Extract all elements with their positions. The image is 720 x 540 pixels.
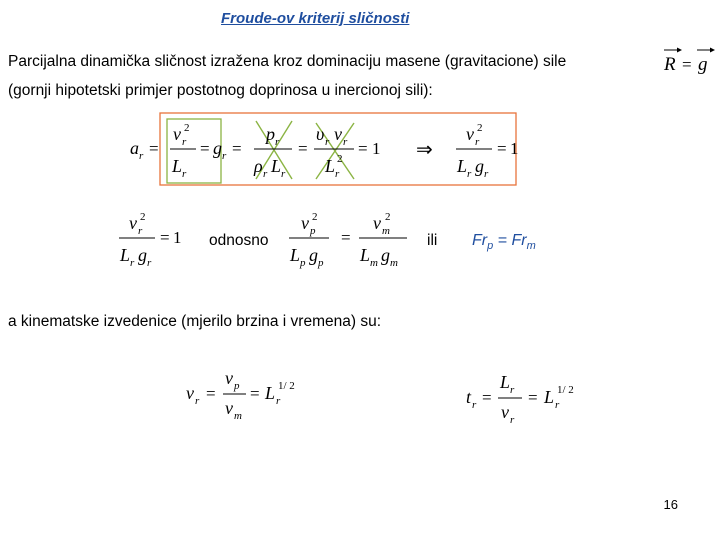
force-eq: = xyxy=(682,55,692,74)
svg-text:2: 2 xyxy=(477,122,483,134)
svg-text:r: r xyxy=(130,257,135,269)
kinematic-intro: a kinematske izvedenice (mjerilo brzina i vremena) su: xyxy=(8,313,382,330)
svg-text:L: L xyxy=(500,372,511,392)
svg-text:L: L xyxy=(360,245,371,265)
intro-line-1: Parcijalna dinamička sličnost izražena kroz dominaciju masene (gravitacione) sile xyxy=(8,53,567,70)
svg-text:=: = xyxy=(358,139,368,158)
svg-text:L: L xyxy=(290,245,301,265)
svg-text:r: r xyxy=(335,168,340,180)
svg-text:v: v xyxy=(186,383,194,403)
force-g: g xyxy=(698,54,708,75)
svg-text:p: p xyxy=(300,257,306,269)
svg-text:L: L xyxy=(325,156,336,176)
svg-text:2: 2 xyxy=(140,211,146,223)
svg-text:v: v xyxy=(173,124,181,144)
svg-text:r: r xyxy=(139,150,144,162)
svg-text:r: r xyxy=(276,395,281,407)
main-equation xyxy=(120,105,540,195)
svg-text:1: 1 xyxy=(173,228,182,247)
svg-text:L: L xyxy=(271,156,282,176)
svg-text:=: = xyxy=(160,228,170,247)
svg-text:v: v xyxy=(501,402,509,422)
svg-text:r: r xyxy=(195,395,200,407)
svg-text:1: 1 xyxy=(372,139,381,158)
svg-text:=: = xyxy=(206,384,216,403)
svg-text:L: L xyxy=(172,156,183,176)
svg-text:L: L xyxy=(457,156,468,176)
svg-text:r: r xyxy=(510,414,515,426)
svg-text:=: = xyxy=(200,139,210,158)
svg-text:2: 2 xyxy=(385,211,391,223)
froude-equation xyxy=(115,200,445,270)
svg-text:g: g xyxy=(475,156,484,176)
svg-text:m: m xyxy=(382,225,390,237)
svg-text:r: r xyxy=(325,136,330,148)
word-odnosno: odnosno xyxy=(209,232,269,249)
svg-text:v: v xyxy=(225,398,233,418)
svg-text:2: 2 xyxy=(337,153,343,165)
velocity-scale-equation xyxy=(180,362,320,428)
froude-number-equality: $Fr_p = Fr_m$ xyxy=(472,232,536,253)
page-number: 16 xyxy=(663,497,678,512)
svg-text:=: = xyxy=(482,388,492,407)
svg-text:=: = xyxy=(232,139,242,158)
page-title: Froude-ov kriterij sličnosti xyxy=(221,10,410,27)
svg-text:r: r xyxy=(182,168,187,180)
svg-text:r: r xyxy=(147,257,152,269)
svg-text:ρ: ρ xyxy=(254,156,263,176)
svg-text:2: 2 xyxy=(312,211,318,223)
svg-text:L: L xyxy=(544,387,555,407)
svg-text:p: p xyxy=(266,124,275,144)
svg-text:v: v xyxy=(334,124,342,144)
svg-text:m: m xyxy=(234,410,242,422)
svg-text:m: m xyxy=(390,257,398,269)
svg-text:=: = xyxy=(298,139,308,158)
svg-text:p: p xyxy=(234,380,240,392)
svg-text:r: r xyxy=(182,136,187,148)
svg-text:=: = xyxy=(149,139,159,158)
svg-text:r: r xyxy=(138,225,143,237)
svg-text:r: r xyxy=(222,150,227,162)
svg-text:=: = xyxy=(528,388,538,407)
svg-text:r: r xyxy=(263,168,268,180)
svg-text:v: v xyxy=(373,213,381,233)
svg-text:r: r xyxy=(472,399,477,411)
svg-text:m: m xyxy=(370,257,378,269)
svg-text:g: g xyxy=(213,138,222,158)
svg-text:υ: υ xyxy=(316,124,325,144)
svg-text:=: = xyxy=(250,384,260,403)
svg-text:v: v xyxy=(225,368,233,388)
svg-text:L: L xyxy=(120,245,131,265)
svg-text:r: r xyxy=(475,136,480,148)
svg-text:1: 1 xyxy=(510,139,519,158)
svg-text:=: = xyxy=(497,139,507,158)
svg-text:r: r xyxy=(281,168,286,180)
svg-text:a: a xyxy=(130,138,139,158)
svg-text:r: r xyxy=(510,384,515,396)
svg-text:g: g xyxy=(138,245,147,265)
svg-text:2: 2 xyxy=(184,122,190,134)
svg-text:1/ 2: 1/ 2 xyxy=(278,380,295,392)
svg-text:r: r xyxy=(484,168,489,180)
svg-text:p: p xyxy=(318,257,324,269)
svg-text:g: g xyxy=(381,245,390,265)
svg-text:=: = xyxy=(341,228,351,247)
svg-text:v: v xyxy=(466,124,474,144)
force-vector-equation xyxy=(660,44,718,78)
svg-text:1/ 2: 1/ 2 xyxy=(557,384,574,396)
word-ili: ili xyxy=(427,232,438,249)
force-r: R xyxy=(664,54,676,75)
svg-text:r: r xyxy=(343,136,348,148)
svg-text:g: g xyxy=(309,245,318,265)
implies-arrow: ⇒ xyxy=(416,139,433,161)
intro-line-2: (gornji hipotetski primjer postotnog doprinosa u inercionoj sili): xyxy=(8,82,433,99)
svg-text:v: v xyxy=(301,213,309,233)
svg-text:r: r xyxy=(555,399,560,411)
time-scale-equation xyxy=(460,368,600,430)
svg-text:t: t xyxy=(466,387,472,407)
svg-text:p: p xyxy=(310,225,316,237)
svg-text:r: r xyxy=(467,168,472,180)
svg-text:L: L xyxy=(265,383,276,403)
svg-text:r: r xyxy=(275,136,280,148)
svg-text:v: v xyxy=(129,213,137,233)
